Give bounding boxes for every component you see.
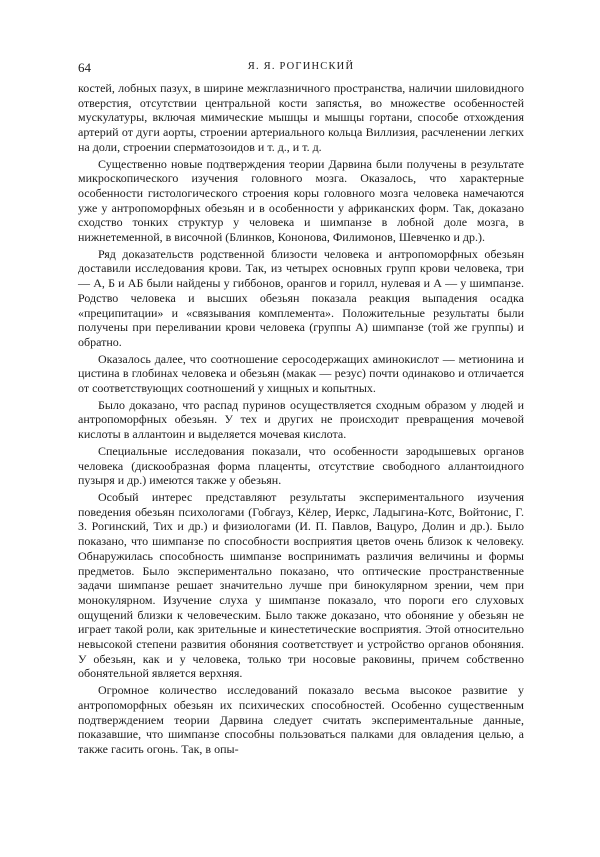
paragraph-amino-acids: Оказалось далее, что соотношение серосодержащих аминокислот — метионина и цистина в глобинах человека и обезьян (макак — резус) почти одинаково и отличается от соответствующих соотношений у хищных и копытных. — [78, 351, 524, 396]
running-head: Я. Я. РОГИНСКИЙ — [247, 61, 355, 72]
paragraph-brain: Существенно новые подтверждения теории Дарвина были получены в результате микроскопического изучения головного мозга. Оказалось, что характерные особенности гистологического строения коры головного мозга человека намечаются уже у антропоморфных обезьян и в особенности у африканских форм. Так, доказано сходство тонких структур у человека и шимпанзе в лобной доле мозга, в нижнетеменной, в височной (Блинков, Кононова, Филимонов, Шевченко и др.). — [78, 156, 524, 245]
paragraph-purines: Было доказано, что распад пуринов осуществляется сходным образом у людей и антропоморфных обезьян. У тех и других не происходит превращения мочевой кислоты в аллантоин и выделяется мочевая кислота. — [78, 397, 524, 442]
paragraph-continuation: костей, лобных пазух, в ширине межглазничного пространства, наличии шиловидного отверстия, отсутствии центральной кости запястья, во множестве особенностей мускулатуры, включая мимические мышцы и мышцы гортани, способе отхождения артерий от дуги аорты, строении артериального кольца Виллизия, расчленении легких на доли, строении сперматозоидов и т. д., и т. д. — [78, 81, 524, 154]
page-number: 64 — [78, 60, 91, 75]
paragraph-embryonic: Специальные исследования показали, что особенности зародышевых органов человека (дискообразная форма плаценты, отсутствие свободного аллантоидного пузыря и др.) имеются также у обезьян. — [78, 443, 524, 488]
page-header — [78, 60, 524, 78]
paragraph-psychic: Огромное количество исследований показало весьма высокое развитие у антропоморфных обезьян их психических способностей. Особенно существенным подтверждением теории Дарвина следует считать экспериментальные данные, показавшие, что шимпанзе способны пользоваться палками для овладения целью, а также гасить огонь. Так, в опы- — [78, 683, 524, 756]
page-body — [78, 81, 524, 759]
paragraph-behavior: Особый интерес представляют результаты экспериментального изучения поведения обезьян психологами (Гобгауз, Кёлер, Иеркс, Ладыгина-Котс, Войтонис, Г. З. Рогинский, Тих и др.) и физиологами (И. П. Павлов, Вацуро, Долин и др.). Было показано, что шимпанзе по способности восприятия цветов очень близок к человеку. Обнаружилась способность шимпанзе воспринимать различия величины и формы предметов. Было экспериментально показано, что оптические пространственные задачи шимпанзе решает значительно лучше при бинокулярном зрении, чем при монокулярном. Изучение слуха у шимпанзе показало, что пороги его слуховых ощущений близки к человеческим. Было также доказано, что обоняние у обезьян не играет такой роли, как зрительные и кинестетические восприятия. Этой относительно невысокой степени развития обоняния соответствует и устройство органов обоняния. У обезьян, как и у человека, только три носовые раковины, причем собственно обонятельной является верхняя. — [78, 489, 524, 681]
paragraph-blood: Ряд доказательств родственной близости человека и антропоморфных обезьян доставили исследования крови. Так, из четырех основных групп крови человека, три — А, Б и АБ были найдены у гиббонов, орангов и горилл, нулевая и А — у шимпанзе. Родство человека и высших обезьян показала реакция выпадения осадка «преципитации» и «связывания комплемента». Положительные результаты были получены при переливании крови человека (группы А) шимпанзе (той же группы) и обратно. — [78, 246, 524, 349]
